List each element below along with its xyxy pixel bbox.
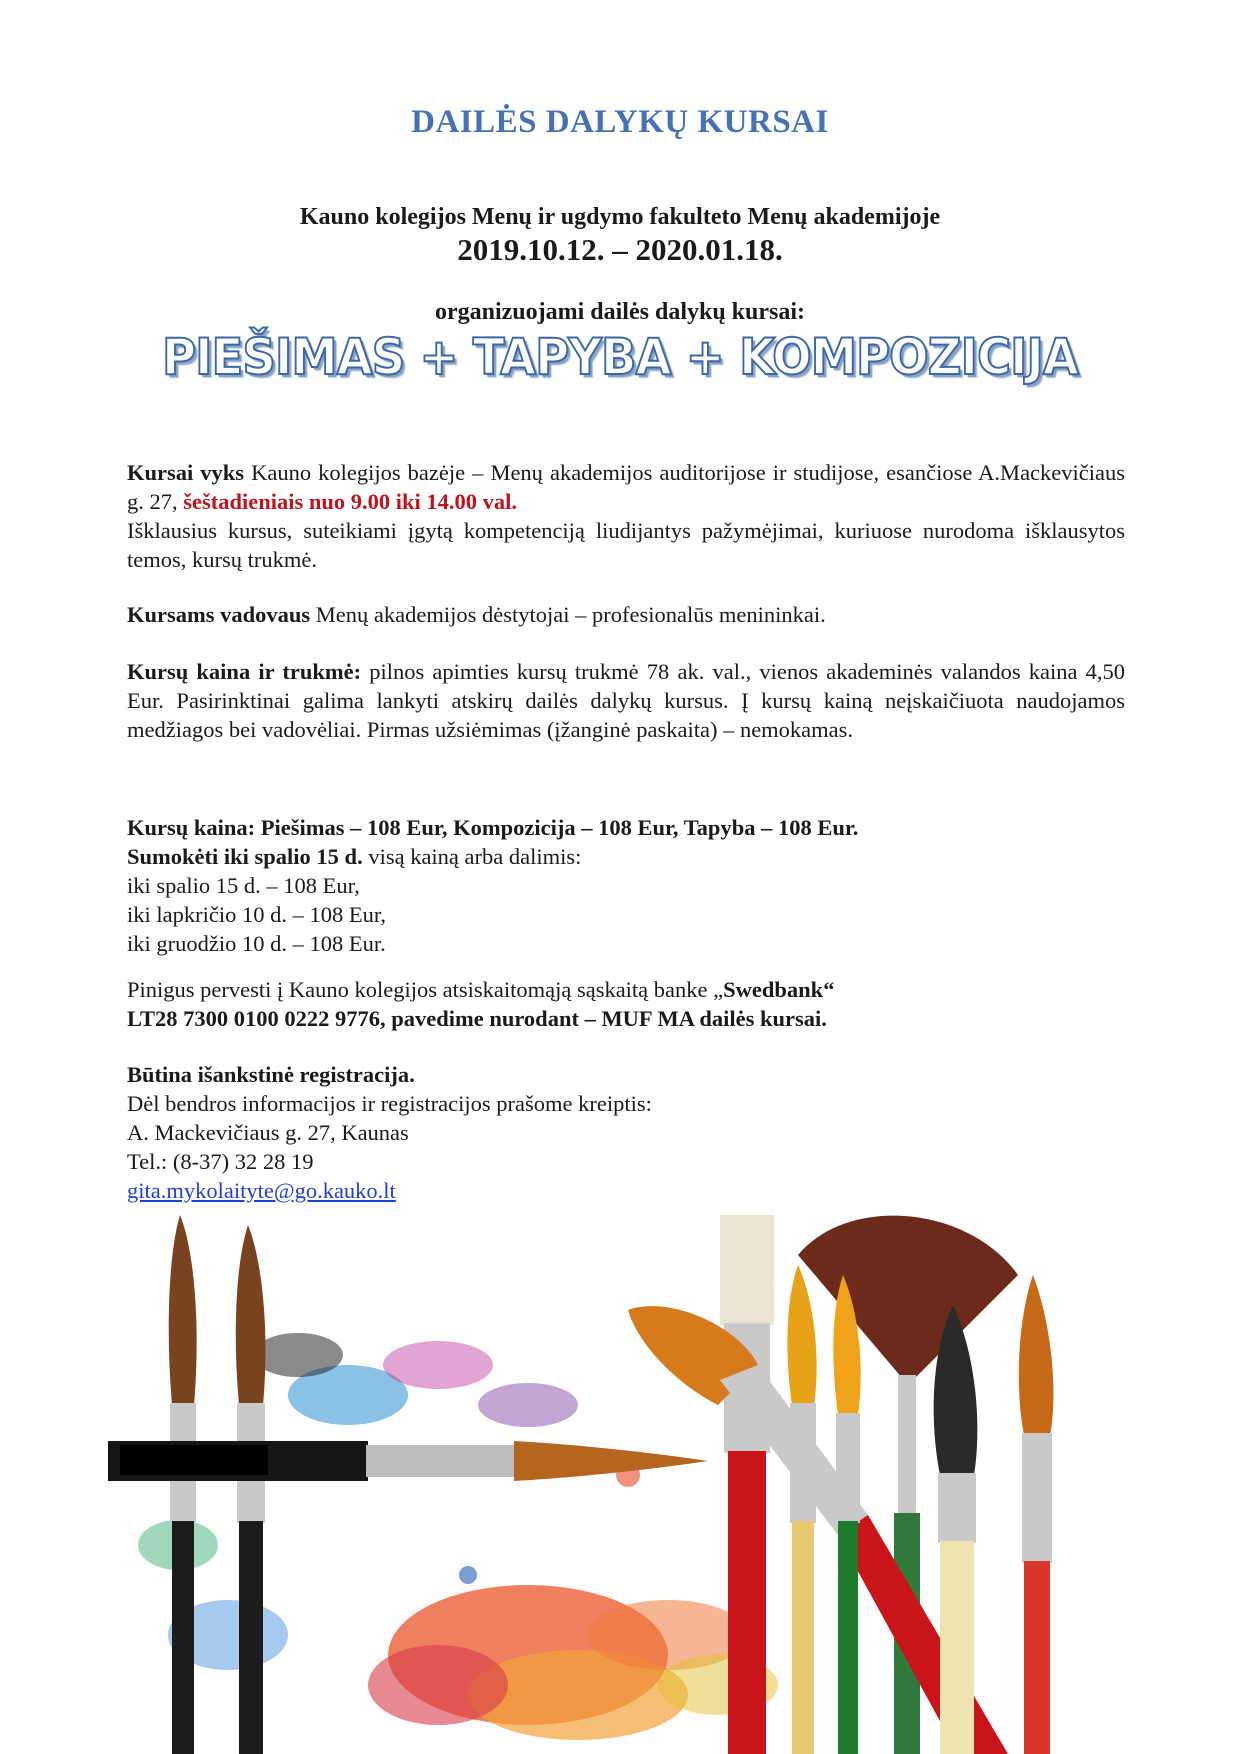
organized-line: organizuojami dailės dalykų kursai: bbox=[434, 299, 806, 325]
course-dates: 2019.10.12. – 2020.01.18. bbox=[457, 232, 783, 267]
organizer-line: Kauno kolegijos Menų ir ugdymo fakulteto Menų akademijoje bbox=[299, 204, 941, 230]
price-duration-paragraph bbox=[127, 657, 1125, 744]
bank-name: Swedbank“ bbox=[723, 977, 835, 1002]
leaders-paragraph bbox=[127, 600, 1125, 629]
price-duration-text: pilnos apimties kursų trukmė 78 ak. val., vienos akademinės valandos kaina 4,50 Eur. Pasirinktinai galima lankyti atskirų dailės dalykų kursus. Į kursų kainą neįskaičiuota naudojamos medžiagos bei vadovėliai. Pirmas užsiėmimas (įžanginė paskaita) – nemokamas. bbox=[127, 659, 1126, 742]
bank-transfer-line bbox=[127, 975, 1125, 1004]
price-duration-lead: Kursų kaina ir trukmė: bbox=[127, 659, 362, 684]
certificate-text: Išklausius kursus, suteikiami įgytą kompetenciją liudijantys pažymėjimai, kuriuose nurodoma išklausytos temos, kursų trukmė. bbox=[127, 518, 1125, 572]
bank-account-line: LT28 7300 0100 0222 9776, pavedime nurodant – MUF MA dailės kursai. bbox=[127, 1006, 827, 1031]
installment-item: iki spalio 15 d. – 108 Eur, bbox=[127, 873, 360, 898]
redaction-bar bbox=[120, 1445, 268, 1475]
page-title: DAILĖS DALYKŲ KURSAI bbox=[411, 104, 829, 140]
round-brush-left bbox=[169, 1215, 197, 1754]
installment-item: iki gruodžio 10 d. – 108 Eur. bbox=[127, 931, 386, 956]
prices-line: Kursų kaina: Piešimas – 108 Eur, Kompozicija – 108 Eur, Tapyba – 108 Eur. bbox=[127, 815, 859, 840]
round-brush-second bbox=[236, 1225, 266, 1754]
bank-text: Pinigus pervesti į Kauno kolegijos atsiskaitomąją sąskaitą banke „ bbox=[127, 977, 724, 1002]
registration-notice: Būtina išankstinė registracija. bbox=[127, 1062, 415, 1087]
contact-info-text: Dėl bendros informacijos ir registracijos prašome kreiptis: bbox=[127, 1091, 652, 1116]
round-brush-dark-tip bbox=[934, 1305, 978, 1754]
location-lead: Kursai vyks bbox=[127, 460, 245, 485]
location-text: Kauno kolegijos bazėje – Menų akademijos auditorijose ir studijose, esančiose A.Mackevičiaus g. 27, bbox=[127, 460, 1126, 514]
leaders-lead: Kursams vadovaus bbox=[127, 602, 311, 627]
round-brush-right bbox=[1019, 1275, 1054, 1754]
schedule-highlight: šeštadieniais nuo 9.00 iki 14.00 val. bbox=[183, 489, 518, 514]
pointed-brush-yellow bbox=[787, 1265, 816, 1754]
bank-block bbox=[127, 975, 1125, 1033]
paint-splash-decoration bbox=[138, 1333, 778, 1740]
pointed-brush-orange bbox=[833, 1275, 860, 1754]
contact-email-link[interactable]: gita.mykolaityte@go.kauko.lt bbox=[127, 1178, 396, 1203]
course-subjects-headline: PIEŠIMAS + TAPYBA + KOMPOZICIJA bbox=[162, 328, 1078, 386]
payment-lead: Sumokėti iki spalio 15 d. bbox=[127, 844, 363, 869]
installment-item: iki lapkričio 10 d. – 108 Eur, bbox=[127, 902, 387, 927]
contact-address: A. Mackevičiaus g. 27, Kaunas bbox=[127, 1120, 409, 1145]
leaders-text: Menų akademijos dėstytojai – profesionalūs menininkai. bbox=[310, 602, 826, 627]
contact-phone: Tel.: (8-37) 32 28 19 bbox=[127, 1149, 314, 1174]
prices-block bbox=[127, 813, 1125, 958]
payment-text: visą kainą arba dalimis: bbox=[362, 844, 582, 869]
flat-brush-white bbox=[720, 1215, 774, 1754]
payment-deadline bbox=[127, 842, 1125, 871]
contacts-block bbox=[127, 1060, 1125, 1205]
location-paragraph bbox=[127, 458, 1125, 574]
paint-brushes-illustration bbox=[108, 1215, 1140, 1754]
